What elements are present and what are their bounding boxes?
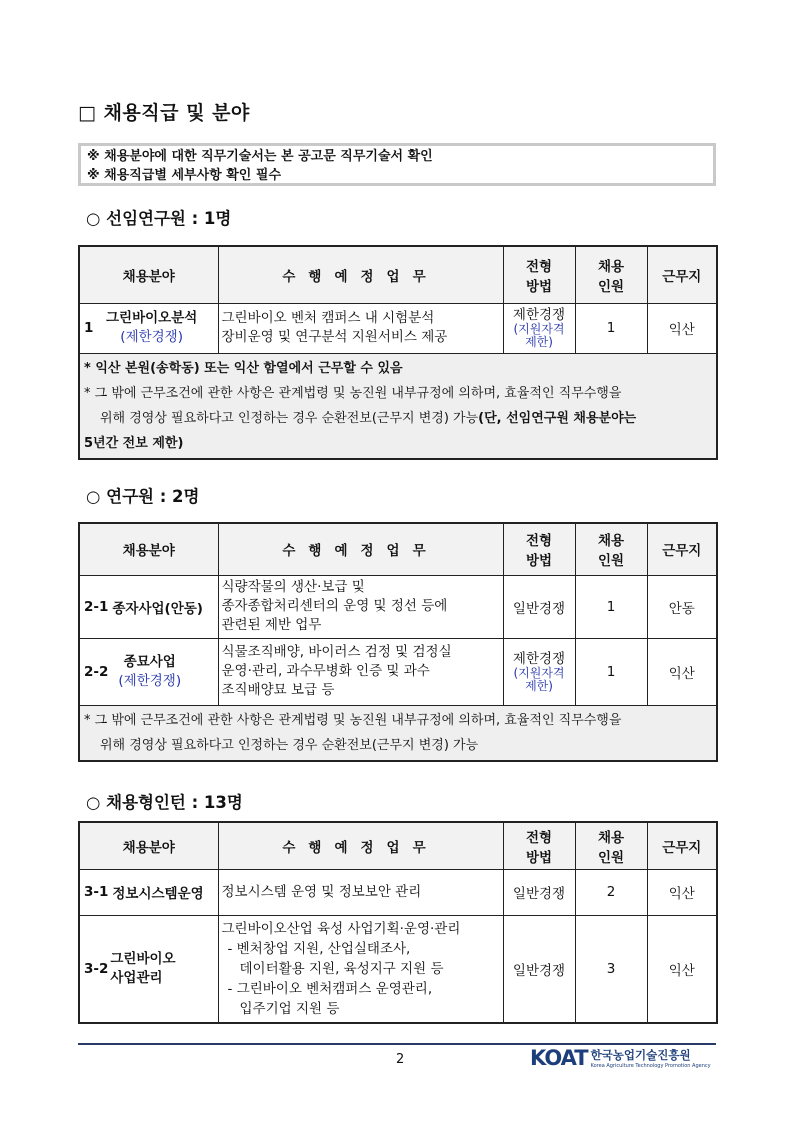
field-name: 그린바이오 (110, 950, 176, 967)
header-location: 근무지 (647, 822, 717, 869)
duties-cell: 그린바이오산업 육성 사업기획·운영·관리 - 벤처창업 지원, 산업실태조사, 데이터활용 지원, 육성지구 지원 등 - 그린바이오 벤처캠퍼스 운영관리, 입주기업 지원 등 (218, 915, 503, 1023)
row-number: 3-1 (84, 884, 109, 900)
section-title-intern: ○ 채용형인턴 : 13명 (86, 793, 243, 812)
method-cell: 제한경쟁 (지원자격 제한) (503, 638, 575, 705)
field-cell (79, 638, 218, 705)
table-header-row (79, 246, 717, 303)
field-cell (79, 915, 218, 1023)
row-number: 3-2 (84, 960, 109, 977)
location-cell: 익산 (647, 638, 717, 705)
field-cell (79, 869, 218, 915)
table-header-row (79, 822, 717, 869)
page-title: □ 채용직급 및 분야 (78, 102, 250, 124)
header-method: 전형 방법 (503, 523, 575, 575)
logo-korean-name: 한국농업기술진흥원 (590, 1048, 691, 1062)
field-cell (79, 303, 218, 353)
location-cell: 익산 (647, 303, 717, 353)
count-cell: 3 (575, 915, 647, 1023)
duties-cell: 식량작물의 생산·보급 및 종자종합처리센터의 운영 및 정선 등에 관련된 제반 업무 (218, 575, 503, 638)
header-location: 근무지 (647, 523, 717, 575)
section-title-researcher: ○ 연구원 : 2명 (86, 487, 200, 506)
field-cell (79, 575, 218, 638)
header-field: 채용분야 (79, 822, 218, 869)
row-number: 2-2 (84, 663, 109, 680)
header-method: 전형 방법 (503, 246, 575, 303)
table-row (79, 869, 717, 915)
notice-line: ※ 채용분야에 대한 직무기술서는 본 공고문 직무기술서 확인 (87, 149, 433, 164)
header-field: 채용분야 (79, 523, 218, 575)
header-count: 채용 인원 (575, 246, 647, 303)
header-duties: 수행예정업무 (218, 523, 503, 575)
header-count: 채용 인원 (575, 822, 647, 869)
method-cell: 일반경쟁 (503, 575, 575, 638)
field-name: 종자사업(안동) (112, 600, 203, 617)
notice-box (78, 143, 716, 186)
header-count: 채용 인원 (575, 523, 647, 575)
header-location: 근무지 (647, 246, 717, 303)
location-cell: 익산 (647, 869, 717, 915)
field-sub: (제한경쟁) (120, 329, 183, 345)
koat-logo (530, 1046, 711, 1070)
method-cell: 제한경쟁 (지원자격 제한) (503, 303, 575, 353)
field-name: 그린바이오분석 (106, 310, 198, 326)
table-row (79, 638, 717, 705)
intern-table (78, 821, 718, 1024)
header-method: 전형 방법 (503, 822, 575, 869)
table-header-row (79, 523, 717, 575)
table-row (79, 303, 717, 353)
header-duties: 수행예정업무 (218, 822, 503, 869)
header-duties: 수행예정업무 (218, 246, 503, 303)
field-sub: (제한경쟁) (118, 672, 182, 689)
duties-cell: 식물조직배양, 바이러스 검정 및 검정실 운영·관리, 과수무병화 인증 및 과수 조직배양묘 보급 등 (218, 638, 503, 705)
location-cell: 익산 (647, 915, 717, 1023)
researcher-table (78, 522, 718, 762)
logo-mark: KOAT (530, 1046, 588, 1070)
footer-divider (78, 1043, 716, 1045)
notice-line: ※ 채용직급별 세부사항 확인 필수 (87, 168, 281, 183)
notes-cell: * 익산 본원(송학동) 또는 익산 함열에서 근무할 수 있음 * 그 밖에 근무조건에 관한 사항은 관계법령 및 농진원 내부규정에 의하며, 효율적인 직무수행을 위해 경영상 필요하다고 인정하는 경우 순환전보(근무지 변경) 가능(단, 선임연구원 채용분야는 5년간 전보 제한) (79, 353, 717, 459)
method-cell: 일반경쟁 (503, 869, 575, 915)
table-row (79, 915, 717, 1023)
notes-cell: * 그 밖에 근무조건에 관한 사항은 관계법령 및 농진원 내부규정에 의하며, 효율적인 직무수행을 위해 경영상 필요하다고 인정하는 경우 순환전보(근무지 변경) 가능 (79, 705, 717, 761)
field-name: 정보시스템운영 (112, 886, 204, 902)
count-cell: 2 (575, 869, 647, 915)
row-number: 1 (84, 320, 94, 336)
location-cell: 안동 (647, 575, 717, 638)
duties-cell: 정보시스템 운영 및 정보보안 관리 (218, 869, 503, 915)
header-field: 채용분야 (79, 246, 218, 303)
section-title-senior-researcher: ○ 선임연구원 : 1명 (86, 209, 232, 228)
field-name: 종묘사업 (123, 653, 176, 670)
count-cell: 1 (575, 638, 647, 705)
duties-cell: 그린바이오 벤처 캠퍼스 내 시험분석 장비운영 및 연구분석 지원서비스 제공 (218, 303, 503, 353)
page-number: 2 (396, 1052, 405, 1067)
notes-row (79, 353, 717, 459)
count-cell: 1 (575, 303, 647, 353)
count-cell: 1 (575, 575, 647, 638)
table-row (79, 575, 717, 638)
senior-researcher-table (78, 245, 718, 460)
logo-english-name: Korea Agriculture Technology Promotion Agency (590, 1063, 711, 1069)
field-name: 사업관리 (110, 969, 163, 986)
method-cell: 일반경쟁 (503, 915, 575, 1023)
row-number: 2-1 (84, 598, 109, 615)
notes-row (79, 705, 717, 761)
